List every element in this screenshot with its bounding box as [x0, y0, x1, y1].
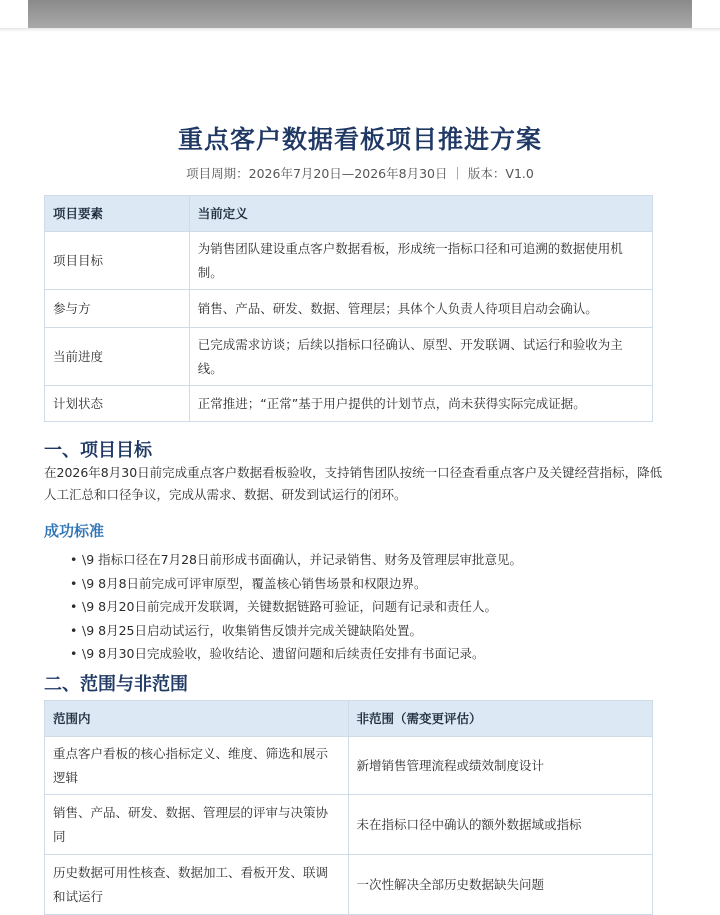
list-item: • \9 8月20日前完成开发联调，关键数据链路可验证，问题有记录和责任人。 — [70, 595, 670, 619]
list-item: • \9 8月8日前完成可评审原型，覆盖核心销售场景和权限边界。 — [70, 572, 670, 596]
table-cell: 销售、产品、研发、数据、管理层；具体个人负责人待项目启动会确认。 — [189, 290, 652, 328]
table-header-cell: 当前定义 — [189, 196, 652, 232]
table-header-cell: 非范围（需变更评估） — [348, 701, 653, 737]
table-cell: 计划状态 — [45, 386, 190, 422]
table-cell: 未在指标口径中确认的额外数据域或指标 — [348, 795, 653, 855]
table-row — [45, 795, 653, 855]
list-item: • \9 8月30日完成验收，验收结论、遗留问题和后续责任安排有书面记录。 — [70, 642, 670, 666]
table-header-cell: 范围内 — [45, 701, 349, 737]
table-row — [45, 855, 653, 915]
success-criteria-list — [70, 548, 670, 666]
table-row — [45, 737, 653, 795]
table-cell: 项目目标 — [45, 232, 190, 290]
table-row — [45, 290, 653, 328]
table-row — [45, 232, 653, 290]
section-heading: 一、项目目标 — [44, 440, 152, 461]
table-cell: 新增销售管理流程或绩效制度设计 — [348, 737, 653, 795]
list-item: • \9 8月25日启动试运行，收集销售反馈并完成关键缺陷处置。 — [70, 619, 670, 643]
table-header-cell: 项目要素 — [45, 196, 190, 232]
table-cell: 已完成需求访谈；后续以指标口径确认、原型、开发联调、试运行和验收为主线。 — [189, 328, 652, 386]
table-cell: 一次性解决全部历史数据缺失问题 — [348, 855, 653, 915]
table-cell: 重点客户看板的核心指标定义、维度、筛选和展示逻辑 — [45, 737, 349, 795]
document-title: 重点客户数据看板项目推进方案 — [177, 125, 542, 154]
table-cell: 当前进度 — [45, 328, 190, 386]
top-bar-shadow — [0, 28, 720, 32]
table-cell: 历史数据可用性核查、数据加工、看板开发、联调和试运行 — [45, 855, 349, 915]
table-header-row — [45, 196, 653, 232]
table-cell: 销售、产品、研发、数据、管理层的评审与决策协同 — [45, 795, 349, 855]
subsection-heading: 成功标准 — [44, 522, 105, 540]
document-meta: 项目周期：2026年7月20日—2026年8月30日 ｜ 版本：V1.0 — [186, 166, 534, 181]
table-cell: 参与方 — [45, 290, 190, 328]
viewer-top-bar — [28, 0, 692, 28]
list-item: • \9 指标口径在7月28日前形成书面确认，并记录销售、财务及管理层审批意见。 — [70, 548, 670, 572]
section-heading: 二、范围与非范围 — [44, 674, 188, 695]
overview-table — [44, 195, 653, 422]
table-cell: 正常推进；“正常”基于用户提供的计划节点，尚未获得实际完成证据。 — [189, 386, 652, 422]
scope-table — [44, 700, 653, 915]
section-paragraph: 在2026年8月30日前完成重点客户数据看板验收，支持销售团队按统一口径查看重点客户及关键经营指标，降低人工汇总和口径争议，完成从需求、数据、研发到试运行的闭环。 — [44, 465, 663, 502]
table-cell: 为销售团队建设重点客户数据看板，形成统一指标口径和可追溯的数据使用机制。 — [189, 232, 652, 290]
table-row — [45, 328, 653, 386]
table-header-row — [45, 701, 653, 737]
table-row — [45, 386, 653, 422]
